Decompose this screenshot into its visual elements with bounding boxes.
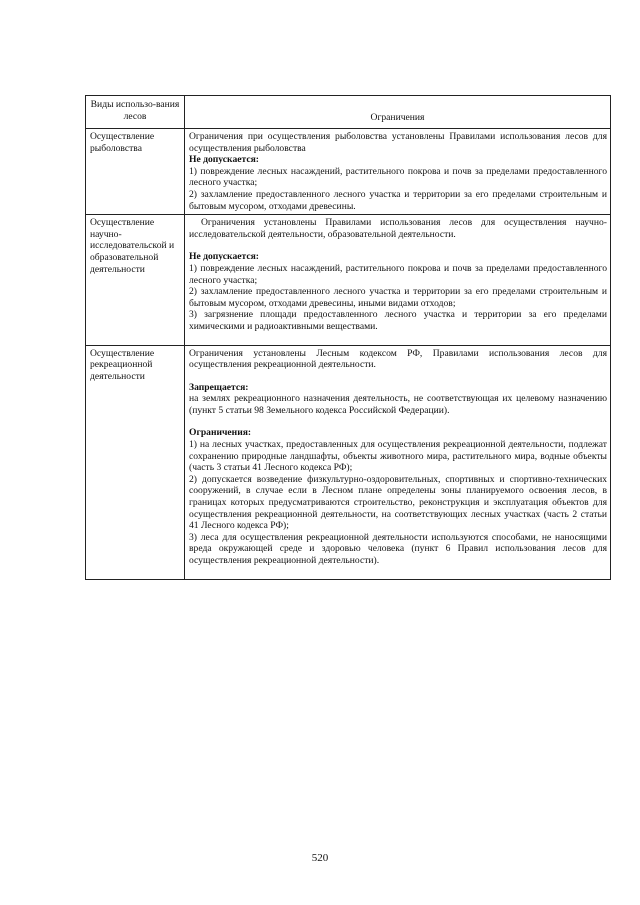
- restriction-item: 2) захламление предоставленного лесного участка и территории за его пределами строительным и бытовым мусором, отходами древесины.: [189, 188, 607, 212]
- restriction-heading: Не допускается:: [189, 154, 259, 166]
- restrictions-cell: [185, 215, 611, 345]
- restriction-item: 1) на лесных участках, предоставленных для осуществления рекреационной деятельности, подлежат сохранению природные ландшафты, объекты животного мира, растительного мира, водные объекты (часть 3 статьи 41 Лесного кодекса РФ);: [189, 439, 607, 474]
- table-row: [86, 345, 611, 579]
- prohibited-text: на землях рекреационного назначения деятельность, не соответствующая их целевому назначению (пункт 5 статьи 98 Земельного кодекса Российской Федерации).: [189, 393, 607, 416]
- restriction-intro: Ограничения установлены Лесным кодексом РФ, Правилами использования лесов для осуществления рекреационной деятельности.: [189, 347, 607, 371]
- restrictions-table: [85, 95, 611, 580]
- prohibited-heading: Запрещается:: [189, 381, 249, 393]
- use-type-cell: Осуществление научно-исследовательской и образовательной деятельности: [86, 215, 185, 345]
- restriction-item: 3) леса для осуществления рекреационной деятельности используются способами, не наносящими вреда окружающей среде и здоровью человека (пункт 6 Правил использования лесов для осуществления рекреационной деятельности).: [189, 531, 607, 566]
- use-type-cell: Осуществление рекреационной деятельности: [86, 345, 185, 579]
- table-header-row: [86, 96, 611, 129]
- restriction-item: 1) повреждение лесных насаждений, растительного покрова и почв за пределами предоставленного лесного участка;: [189, 262, 607, 286]
- restriction-intro: Ограничения при осуществления рыболовства установлены Правилами использования лесов для осуществления рыболовства: [189, 131, 607, 154]
- table-row: [86, 215, 611, 345]
- table-row: [86, 129, 611, 215]
- header-restrictions: Ограничения: [185, 96, 611, 129]
- restrictions-cell: [185, 129, 611, 215]
- header-forest-use-types: Виды использо-вания лесов: [86, 96, 185, 129]
- restriction-heading: Не допускается:: [189, 251, 259, 263]
- page-number: 520: [311, 852, 329, 864]
- use-type-cell: Осуществление рыболовства: [86, 129, 185, 215]
- restriction-item: 2) допускается возведение физкультурно-оздоровительных, спортивных и спортивно-технических сооружений, в случае если в Лесном плане определены зоны планируемого освоения лесов, в границах которых предусматриваются строительство, реконструкция и эксплуатация объектов для осуществления рекреационной деятельности, на соответствующих лесных участках (часть 2 статьи 41 Лесного кодекса РФ);: [189, 473, 607, 532]
- restriction-item: 2) захламление предоставленного лесного участка и территории за его пределами строительным и бытовым мусором, отходами древесины, иными видами отходов;: [189, 286, 607, 309]
- restriction-item: 3) загрязнение площади предоставленного лесного участка и территории за его пределами химическими и радиоактивными веществами.: [189, 309, 607, 332]
- restriction-intro: Ограничения установлены Правилами использования лесов для осуществления научно-исследовательской деятельности, образовательной деятельности.: [189, 217, 607, 240]
- restriction-heading: Ограничения:: [189, 427, 252, 439]
- restrictions-cell: [185, 345, 611, 579]
- restriction-item: 1) повреждение лесных насаждений, растительного покрова и почв за пределами предоставленного лесного участка;: [189, 165, 607, 189]
